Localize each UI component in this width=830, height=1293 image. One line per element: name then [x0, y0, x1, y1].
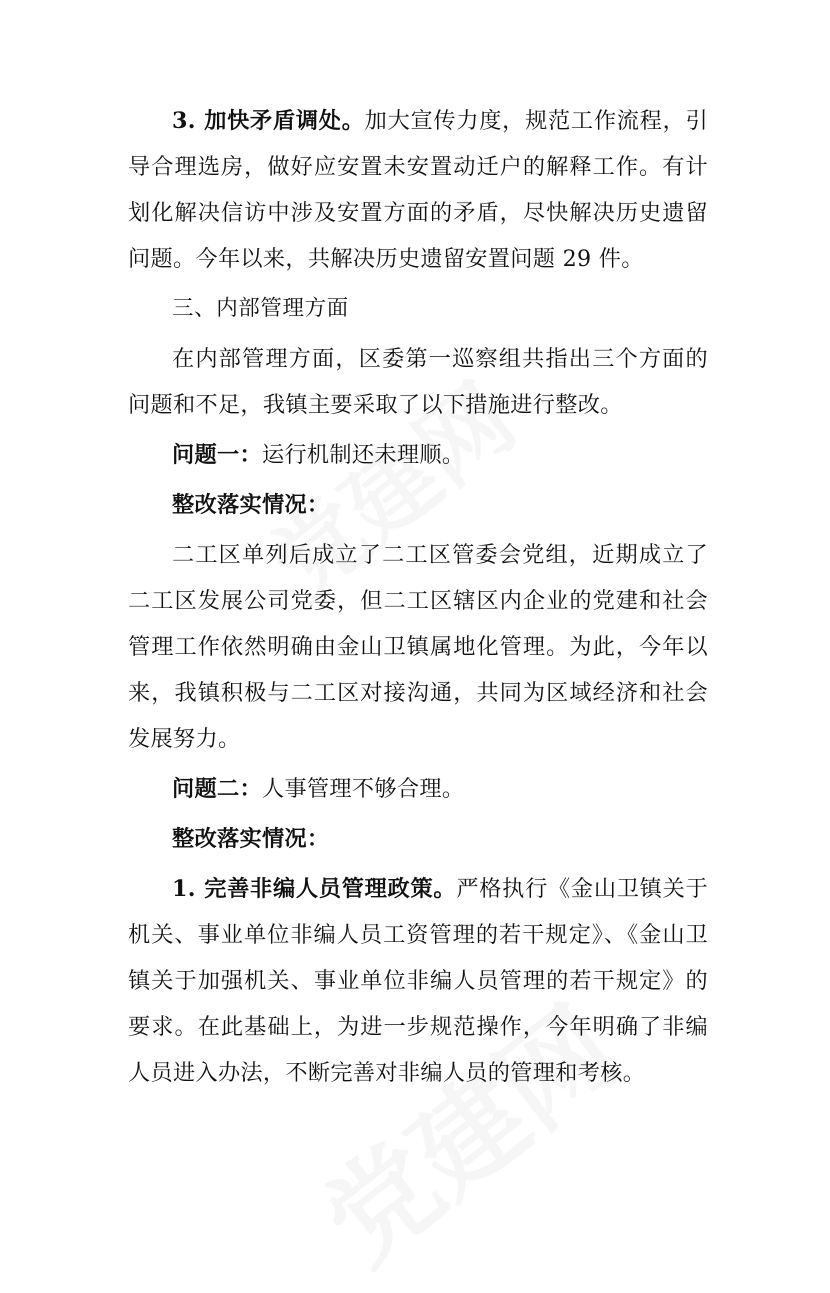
issue-text: 运行机制还未理顺。 — [261, 442, 465, 468]
paragraph-internal-management-intro: 在内部管理方面，区委第一巡察组共指出三个方面的问题和不足，我镇主要采取了以下措施进行整改。 — [128, 346, 708, 418]
paragraph-lead: 3. 加快矛盾调处。 — [172, 108, 365, 134]
issue-one — [128, 432, 708, 478]
rectification-label: 整改落实情况： — [172, 492, 330, 518]
rectification-label: 整改落实情况： — [172, 826, 330, 852]
issue-label: 问题二： — [172, 776, 262, 802]
rectification-status-heading — [128, 816, 708, 862]
paragraph-second-district: 二工区单列后成立了二工区管委会党组，近期成立了二工区发展公司党委，但二工区辖区内企业的党建和社会管理工作依然明确由金山卫镇属地化管理。为此，今年以来，我镇积极与二工区对接沟通，共同为区域经济和社会发展努力。 — [128, 542, 708, 752]
issue-two — [128, 766, 708, 812]
paragraph-non-staff-personnel-policy — [128, 866, 708, 1096]
paragraph-text: 加大宣传力度，规范工作流程，引导合理选房，做好应安置未安置动迁户的解释工作。有计划化解决信访中涉及安置方面的矛盾，尽快解决历史遗留问题。今年以来，共解决历史遗留安置问题 29 件。 — [128, 108, 709, 272]
issue-label: 问题一： — [172, 442, 262, 468]
paragraph-accelerate-conflict-resolution — [128, 98, 708, 282]
issue-text: 人事管理不够合理。 — [261, 776, 465, 802]
document-body — [128, 98, 708, 1100]
rectification-status-heading — [128, 482, 708, 528]
paragraph-lead: 1. 完善非编人员管理政策。 — [172, 876, 457, 902]
section-heading-internal-management: 三、内部管理方面 — [172, 296, 349, 321]
paragraph-text: 严格执行《金山卫镇关于机关、事业单位非编人员工资管理的若干规定》、《金山卫镇关于加强机关、事业单位非编人员管理的若干规定》的要求。在此基础上，为进一步规范操作，今年明确了非编人员进入办法，不断完善对非编人员的管理和考核。 — [128, 876, 708, 1086]
